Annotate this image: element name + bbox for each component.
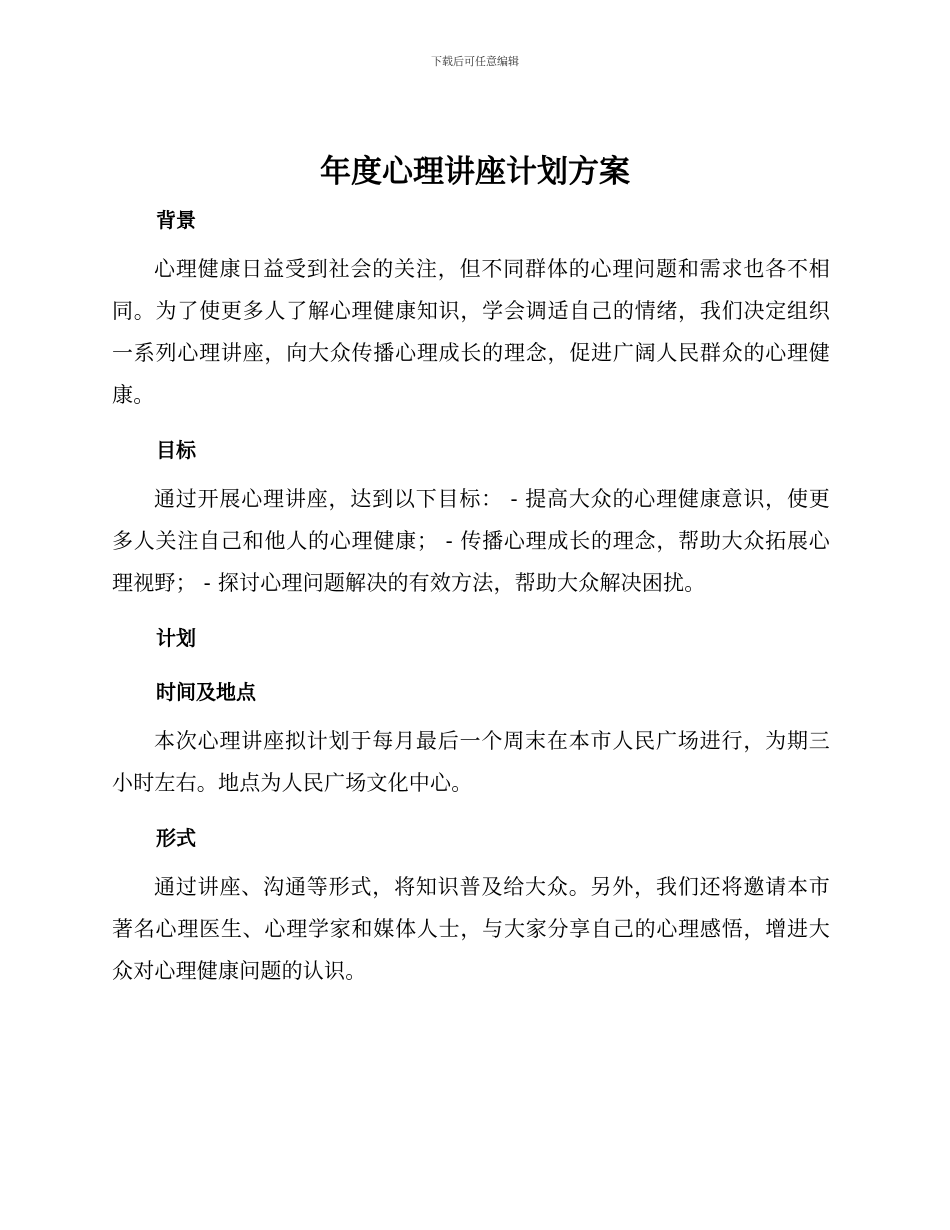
heading-background: 背景 bbox=[156, 208, 196, 232]
heading-format: 形式 bbox=[156, 826, 196, 850]
spacer bbox=[112, 712, 830, 720]
spacer bbox=[112, 858, 830, 866]
header-note: 下载后可任意编辑 bbox=[431, 55, 519, 68]
spacer bbox=[112, 470, 830, 478]
spacer bbox=[112, 240, 830, 248]
spacer bbox=[112, 804, 830, 818]
heading-plan: 计划 bbox=[156, 626, 196, 650]
document-title: 年度心理讲座计划方案 bbox=[320, 154, 630, 190]
heading-goals: 目标 bbox=[156, 438, 196, 462]
spacer bbox=[112, 658, 830, 672]
paragraph-background: 心理健康日益受到社会的关注，但不同群体的心理问题和需求也各不相同。为了使更多人了解心理健康知识，学会调适自己的情绪，我们决定组织一系列心理讲座，向大众传播心理成长的理念，促进广阔人民群众的心理健康。 bbox=[112, 257, 830, 407]
heading-time-place: 时间及地点 bbox=[156, 680, 256, 704]
document-body bbox=[112, 200, 830, 992]
spacer bbox=[112, 416, 830, 430]
paragraph-format: 通过讲座、沟通等形式，将知识普及给大众。另外，我们还将邀请本市著名心理医生、心理学家和媒体人士，与大家分享自己的心理感悟，增进大众对心理健康问题的认识。 bbox=[112, 875, 830, 983]
paragraph-goals: 通过开展心理讲座，达到以下目标： - 提高大众的心理健康意识，使更多人关注自己和他人的心理健康； - 传播心理成长的理念，帮助大众拓展心理视野； - 探讨心理问题解决的有效方法，帮助大众解决困扰。 bbox=[112, 487, 830, 595]
spacer bbox=[112, 604, 830, 618]
paragraph-time-place: 本次心理讲座拟计划于每月最后一个周末在本市人民广场进行，为期三小时左右。地点为人民广场文化中心。 bbox=[112, 729, 830, 795]
